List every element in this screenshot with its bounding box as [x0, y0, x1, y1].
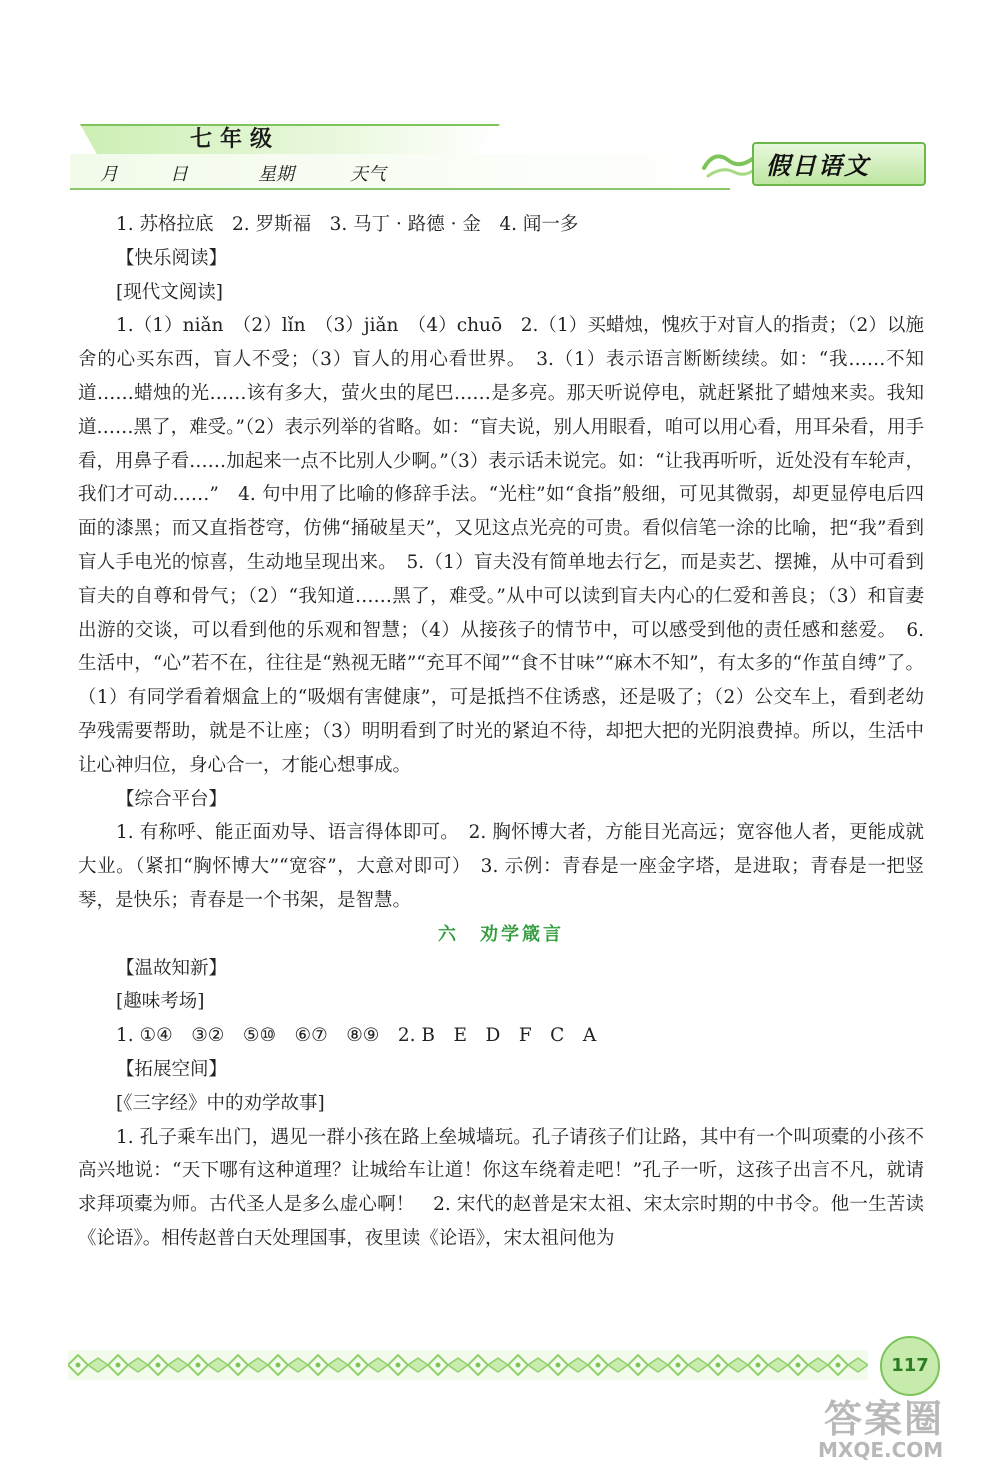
grade-label: 七年级 [190, 127, 281, 152]
date-day-label: 日 [170, 164, 188, 185]
page-header [70, 118, 930, 198]
heading-zonghe: 【综合平台】 [116, 788, 228, 810]
watermark [804, 1386, 1000, 1465]
date-bar [70, 154, 730, 190]
grade-banner [80, 124, 500, 154]
date-month-label: 月 [100, 164, 118, 185]
heading-quwei: [趣味考场] [116, 991, 205, 1013]
watermark-url: MXQE.COM [818, 1438, 944, 1462]
brand-logo [700, 140, 930, 186]
section-title: 六 劝学箴言 [438, 923, 564, 945]
answer-content [78, 208, 924, 1256]
zonghe-answers: 1. 有称呼、能正面劝导、语言得体即可。 2. 胸怀博大者，方能目光高远；宽容他人者，更能成就大业。（紧扣“胸怀博大”“宽容”，大意对即可） 3. 示例：青春是一座金字塔，是进取；青春是一把竖琴，是快乐；青春是一个书架，是智慧。 [78, 822, 924, 911]
quwei-answers: 1. ①④ ③② ⑤⑩ ⑥⑦ ⑧⑨ 2. B E D F C A [116, 1025, 597, 1047]
diamond-border-icon [68, 1350, 868, 1380]
heading-tuozhan: 【拓展空间】 [116, 1058, 228, 1080]
reading-answers: 1.（1）niǎn （2）lǐn （3）jiǎn （4）chuō 2.（1）买蜡烛，愧疚于对盲人的指责；（2）以施舍的心买东西，盲人不受；（3）盲人的用心看世界。 3.（1）表示语言断断续续。如：“我……不知道……蜡烛的光……该有多大，萤火虫的尾巴……是多亮。那天听说停电，就赶紧批了蜡烛来卖。我知道……黑了，难受。”（2）表示列举的省略。如：“盲夫说，别人用眼看，咱可以用心看，用耳朵看，用手看，用鼻子看……加起来一点不比别人少啊。”（3）表示话未说完。如：“让我再听听，近处没有车轮声，我们才可动……” 4. 句中用了比喻的修辞手法。“光柱”如“食指”般细，可见其微弱，却更显停电后四面的漆黑；而又直指苍穹，仿佛“捅破星天”，又见这点光亮的可贵。看似信笔一涂的比喻，把“我”看到盲人手电光的惊喜，生动地呈现出来。 5.（1）盲夫没有简单地去行乞，而是卖艺、摆摊，从中可看到盲夫的自尊和骨气；（2）“我知道……黑了，难受。”从中可以读到盲夫内心的仁爱和善良；（3）和盲妻出游的交谈，可以看到他的乐观和智慧；（4）从接孩子的情节中，可以感受到他的责任感和慈爱。 6. 生活中，“心”若不在，往往是“熟视无睹”“充耳不闻”“食不甘味”“麻木不知”，有太多的“作茧自缚”了。（1）有同学看着烟盒上的“吸烟有害健康”，可是抵挡不住诱惑，还是吸了；（2）公交车上，看到老幼孕残需要帮助，就是不让座；（3）明明看到了时光的紧迫不待，却把大把的光阴浪费掉。所以，生活中让心神归位，身心合一，才能心想事成。 [78, 315, 924, 776]
story-answers: 1. 孔子乘车出门，遇见一群小孩在路上垒城墙玩。孔子请孩子们让路，其中有一个叫项橐的小孩不高兴地说：“天下哪有这种道理？让城给车让道！你这车绕着走吧！”孔子一听，这孩子出言不凡，就请求拜项橐为师。古代圣人是多么虚心啊！ 2. 宋代的赵普是宋太祖、宋太宗时期的中书令。他一生苦读《论语》。相传赵普白天处理国事，夜里读《论语》，宋太祖问他为 [78, 1126, 924, 1249]
answer-line: 1. 苏格拉底 2. 罗斯福 3. 马丁 · 路德 · 金 4. 闻一多 [116, 214, 579, 235]
footer-ornament [68, 1350, 868, 1380]
date-weekday-label: 星期 [258, 164, 294, 185]
heading-sanzijing: [《三字经》中的劝学故事] [116, 1092, 325, 1114]
heading-xiandai: [现代文阅读] [116, 281, 223, 303]
page-number: 117 [880, 1336, 940, 1396]
swirl-decoration-icon [700, 146, 760, 180]
date-weather-label: 天气 [350, 164, 386, 185]
brand-title: 假日语文 [766, 152, 870, 180]
watermark-logo-text: 答案圈 [824, 1397, 945, 1441]
heading-wengu: 【温故知新】 [116, 957, 228, 979]
heading-kuaile: 【快乐阅读】 [116, 247, 228, 269]
